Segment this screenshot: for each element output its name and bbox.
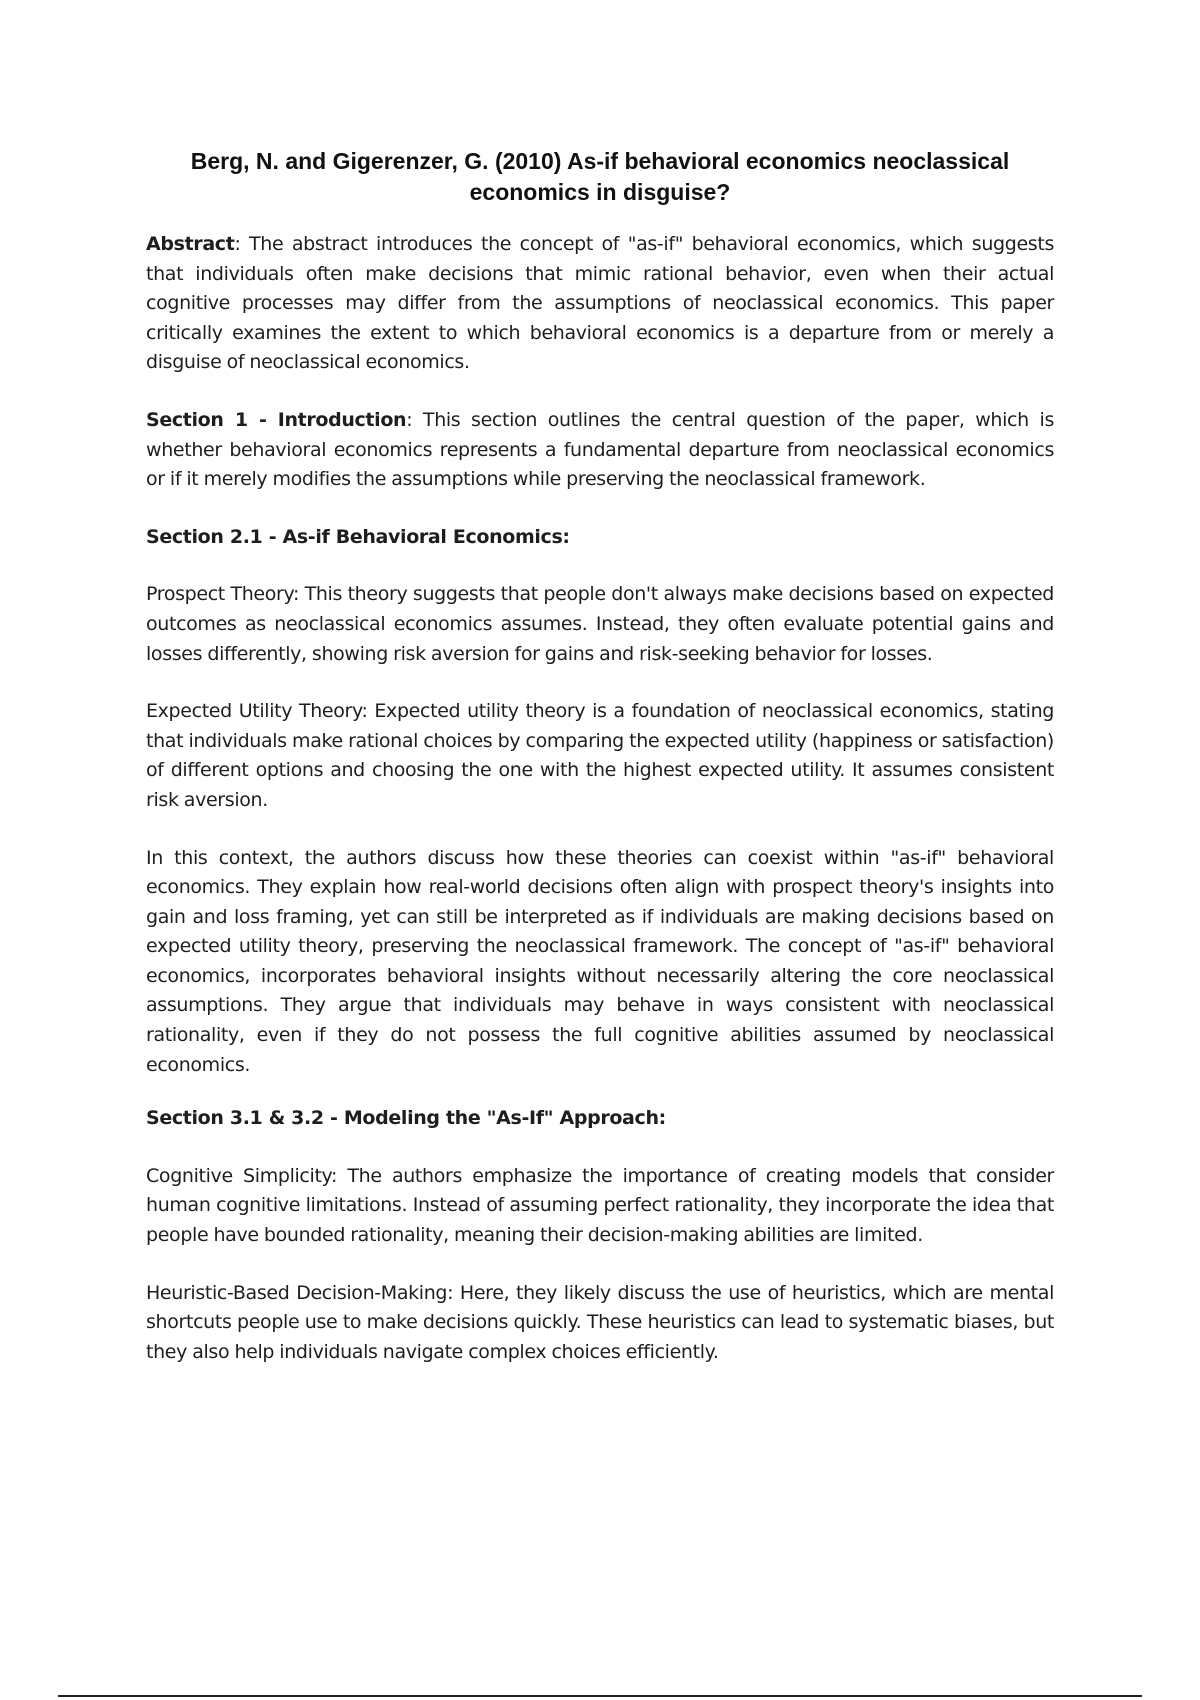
section-1-paragraph [146, 406, 1054, 495]
section-2-1-heading: Section 2.1 - As-if Behavioral Economics: [146, 525, 570, 548]
abstract-text: : The abstract introduces the concept of "as-if" behavioral economics, which suggests that individuals often make decisions that mimic rational behavior, even when their actual cognitive processes may differ from the assumptions of neoclassical economics. This paper critically examines the extent to which behavioral economics is a departure from or merely a disguise of neoclassical economics. [146, 233, 1054, 374]
heuristic-paragraph: Heuristic-Based Decision-Making: Here, they likely discuss the use of heuristics, which are mental shortcuts people use to make decisions quickly. These heuristics can lead to systematic biases, but they also help individuals navigate complex choices efficiently. [146, 1281, 1054, 1363]
section-1-label: Section 1 - Introduction [146, 408, 407, 431]
document-page [146, 146, 1054, 1395]
expected-utility-paragraph: Expected Utility Theory: Expected utility theory is a foundation of neoclassical economics, stating that individuals make rational choices by comparing the expected utility (happiness or satisfaction) of different options and choosing the one with the highest expected utility. It assumes consistent risk aversion. [146, 700, 1054, 811]
section-1-text: : This section outlines the central question of the paper, which is whether behavioral economics represents a fundamental departure from neoclassical economics or if it merely modifies the assumptions while preserving the neoclassical framework. [146, 408, 1054, 491]
abstract-label: Abstract [146, 233, 235, 255]
footer-divider [58, 1695, 1142, 1697]
prospect-theory-paragraph: Prospect Theory: This theory suggests that people don't always make decisions based on expected outcomes as neoclassical economics assumes. Instead, they often evaluate potential gains and losses differently, showing risk aversion for gains and risk-seeking behavior for losses. [146, 583, 1054, 665]
context-paragraph: In this context, the authors discuss how these theories can coexist within "as-if" behavioral economics. They explain how real-world decisions often align with prospect theory's insights into gain and loss framing, yet can still be interpreted as if individuals are making decisions based on expected utility theory, preserving the neoclassical framework. The concept of "as-if" behavioral economics, incorporates behavioral insights without necessarily altering the core neoclassical assumptions. They argue that individuals may behave in ways consistent with neoclassical rationality, even if they do not possess the full cognitive abilities assumed by neoclassical economics. [146, 846, 1054, 1076]
cognitive-simplicity-paragraph: Cognitive Simplicity: The authors emphasize the importance of creating models that consider human cognitive limitations. Instead of assuming perfect rationality, they incorporate the idea that people have bounded rationality, meaning their decision-making abilities are limited. [146, 1164, 1054, 1247]
document-title: Berg, N. and Gigerenzer, G. (2010) As-if behavioral economics neoclassical economics in disguise? [190, 148, 1010, 205]
abstract-paragraph [146, 230, 1054, 378]
section-3-heading: Section 3.1 & 3.2 - Modeling the "As-If" Approach: [146, 1107, 666, 1130]
